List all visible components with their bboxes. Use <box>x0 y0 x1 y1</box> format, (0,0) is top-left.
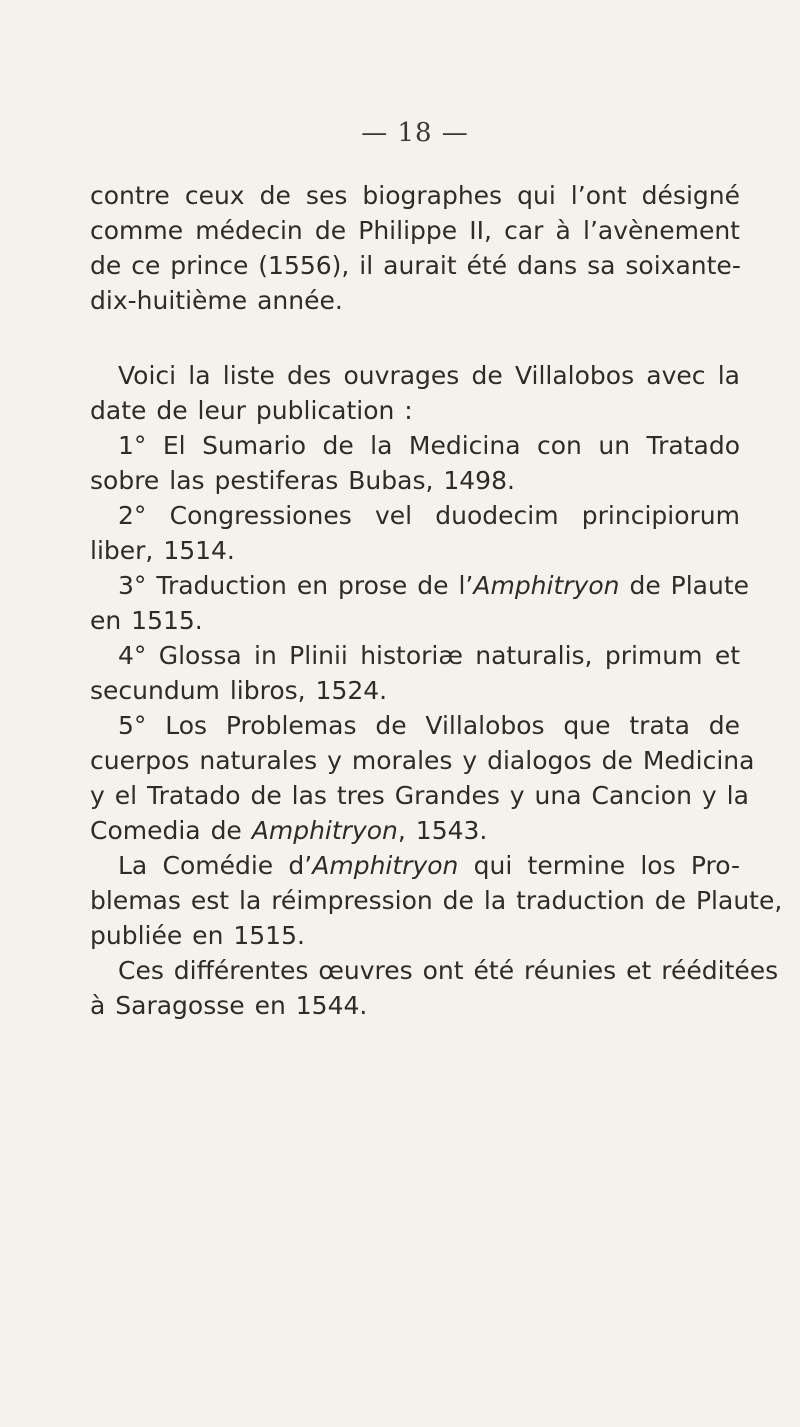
paragraph-gap <box>90 318 740 358</box>
text-fragment: , 1543. <box>397 816 488 845</box>
list-item-1: 1° El Sumario de la Medicina con un Tratado <box>118 431 740 460</box>
list-item-5-cont: y el Tratado de las tres Grandes y una Cancion y la <box>90 781 749 810</box>
list-intro-line: date de leur publication : <box>90 396 413 425</box>
list-item-5: 5° Los Problemas de Villalobos que trata de <box>118 711 740 740</box>
note-comedie-cont: blemas est la réimpression de la traduction de Plaute, <box>90 886 783 915</box>
note-editions-cont: à Saragosse en 1544. <box>90 991 368 1020</box>
works-list <box>90 358 783 1023</box>
list-item-5-cont <box>90 813 740 848</box>
text-fragment: Comedia de <box>90 816 252 845</box>
list-item-5-cont: cuerpos naturales y morales y dialogos de Medicina <box>90 746 755 775</box>
list-item-4-cont: secundum libros, 1524. <box>90 676 388 705</box>
page-number: — 18 — <box>361 118 469 148</box>
italic-title: Amphitryon <box>312 851 459 880</box>
book-page <box>90 118 783 1023</box>
list-item-3 <box>90 568 750 603</box>
text-line: contre ceux de ses biographes qui l’ont désigné <box>90 181 740 210</box>
text-fragment: 3° Traduction en prose de l’ <box>118 571 474 600</box>
text-line: comme médecin de Philippe II, car à l’avènement <box>90 216 740 245</box>
note-comedie <box>90 848 740 883</box>
list-intro-line: Voici la liste des ouvrages de Villalobos avec la <box>118 361 740 390</box>
italic-title: Amphitryon <box>473 571 620 600</box>
text-line: dix-huitième année. <box>90 286 343 315</box>
note-editions: Ces différentes œuvres ont été réunies et rééditées <box>118 956 779 985</box>
list-item-2-cont: liber, 1514. <box>90 536 235 565</box>
paragraph-biography <box>90 178 740 318</box>
list-item-2: 2° Congressiones vel duodecim principiorum <box>118 501 740 530</box>
text-fragment: La Comédie d’ <box>118 851 313 880</box>
note-comedie-cont: publiée en 1515. <box>90 921 305 950</box>
text-line: de ce prince (1556), il aurait été dans sa soixante- <box>90 251 741 280</box>
list-item-3-cont: en 1515. <box>90 606 203 635</box>
text-fragment: qui termine los Pro- <box>458 851 741 880</box>
text-fragment: de Plaute <box>619 571 750 600</box>
list-item-4: 4° Glossa in Plinii historiæ naturalis, primum et <box>118 641 740 670</box>
italic-title: Amphitryon <box>251 816 398 845</box>
list-item-1-cont: sobre las pestiferas Bubas, 1498. <box>90 466 515 495</box>
